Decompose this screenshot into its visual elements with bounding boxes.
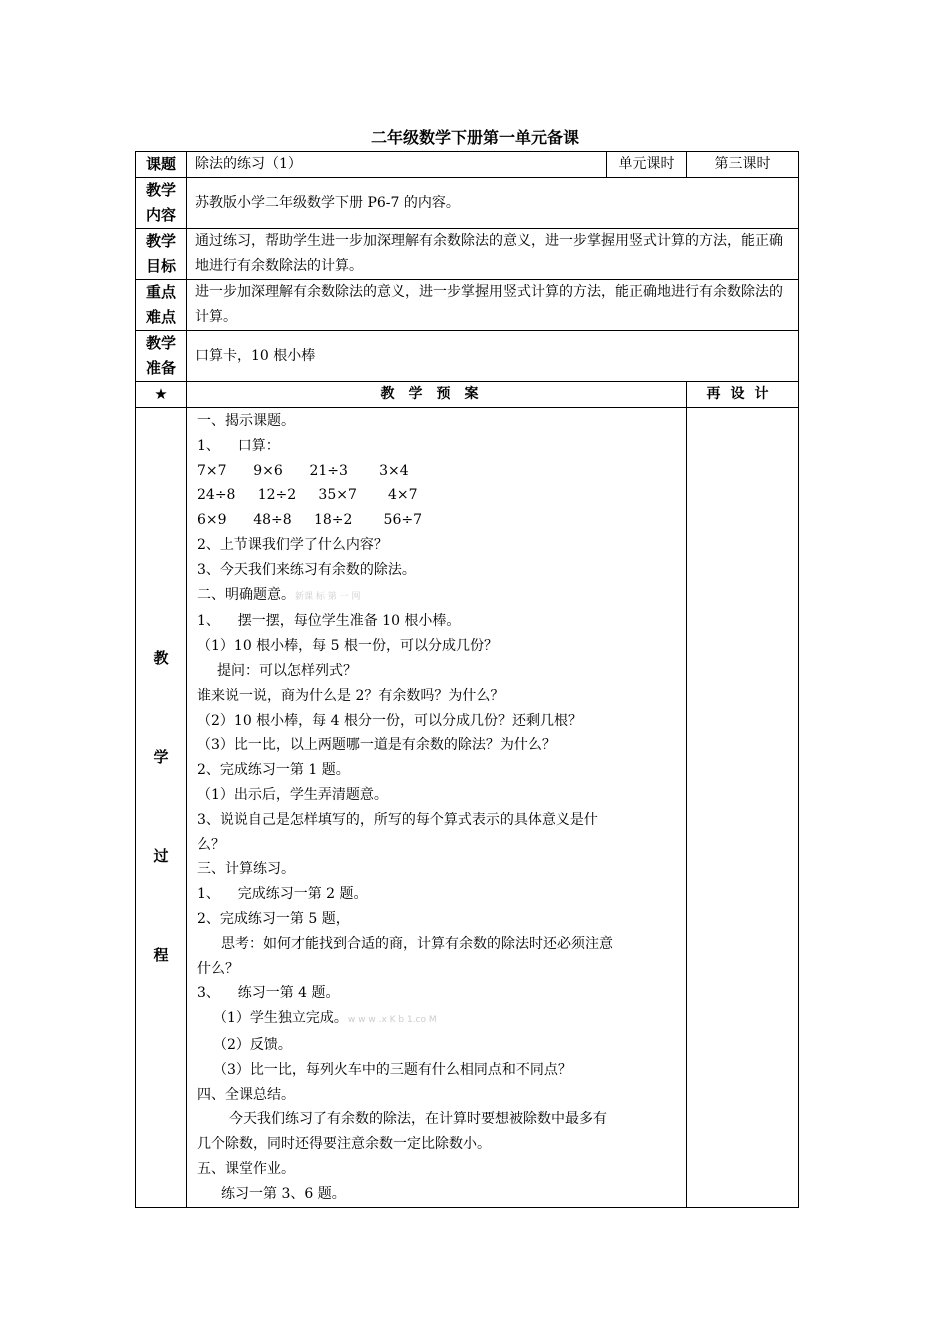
process-line: 6×9 48÷8 18÷2 56÷7 — [197, 512, 423, 529]
process-line: 2、完成练习一第 5 题， — [197, 910, 350, 927]
key-text: 进一步加深理解有余数除法的意义，进一步掌握用竖式计算的方法，能正确地进行有余数除法的计算。 — [187, 280, 799, 331]
prep-label: 教学 准备 — [136, 331, 187, 382]
process-body — [187, 408, 687, 1208]
process-line: 1、 口算： — [197, 437, 280, 454]
watermark-text: 新课 标 第 一 网 — [295, 591, 361, 602]
process-line: 么？ — [197, 836, 225, 853]
process-line: 练习一第 3、6 题。 — [221, 1185, 346, 1202]
process-line: 提问：可以怎样列式？ — [217, 662, 357, 679]
unit-label: 单元课时 — [607, 152, 687, 178]
process-line: 2、完成练习一第 1 题。 — [197, 762, 350, 779]
process-line: （2）10 根小棒，每 4 根分一份，可以分成几份？还剩几根？ — [197, 712, 582, 729]
process-line: （3）比一比，以上两题哪一道是有余数的除法？为什么？ — [197, 737, 556, 754]
process-label: 教 学 过 程 — [136, 408, 187, 1208]
topic-label: 课题 — [136, 152, 187, 178]
topic-row — [136, 152, 799, 178]
lesson-plan-table — [135, 151, 799, 1208]
process-line: 3、今天我们来练习有余数的除法。 — [197, 561, 416, 578]
section-head-row — [136, 382, 799, 408]
process-line: 四、全课总结。 — [197, 1086, 295, 1103]
process-line: 三、计算练习。 — [197, 861, 295, 878]
process-line: 3、 练习一第 4 题。 — [197, 985, 340, 1002]
page-title: 二年级数学下册第一单元备课 — [370, 128, 579, 147]
process-line: 什么？ — [197, 960, 239, 977]
plan-heading: 教学预案 — [187, 382, 687, 408]
process-line: 思考：如何才能找到合适的商，计算有余数的除法时还必须注意 — [221, 935, 613, 952]
process-line: （1）学生独立完成。w w w .x K b 1.co M — [213, 1010, 437, 1027]
process-line: 谁来说一说，商为什么是 2？有余数吗？为什么？ — [197, 687, 505, 704]
process-line: 7×7 9×6 21÷3 3×4 — [197, 462, 409, 479]
redesign-heading: 再设计 — [687, 382, 799, 408]
process-line: （3）比一比，每列火车中的三题有什么相同点和不同点？ — [213, 1061, 572, 1078]
key-row — [136, 280, 799, 331]
process-line: 今天我们练习了有余数的除法，在计算时要想被除数中最多有 — [229, 1111, 607, 1128]
process-line: 几个除数，同时还得要注意余数一定比除数小。 — [197, 1136, 491, 1153]
redesign-cell — [687, 408, 799, 1208]
process-line: 2、上节课我们学了什么内容？ — [197, 536, 388, 553]
key-label: 重点 难点 — [136, 280, 187, 331]
process-line: 1、 摆一摆，每位学生准备 10 根小棒。 — [197, 613, 461, 630]
process-line: （1）10 根小棒，每 5 根一份，可以分成几份？ — [197, 638, 498, 655]
star-icon: ★ — [136, 382, 187, 408]
prep-text: 口算卡，10 根小棒 — [187, 331, 799, 382]
content-text: 苏教版小学二年级数学下册 P6-7 的内容。 — [187, 178, 799, 229]
process-line: 24÷8 12÷2 35×7 4×7 — [197, 487, 418, 504]
watermark-text: w w w .x K b 1.co M — [347, 1015, 437, 1026]
process-line: 一、揭示课题。 — [197, 413, 295, 429]
process-line: 五、课堂作业。 — [197, 1160, 295, 1177]
goal-label: 教学 目标 — [136, 229, 187, 280]
lesson-value: 第三课时 — [687, 152, 799, 178]
process-line: 1、 完成练习一第 2 题。 — [197, 886, 368, 903]
topic-value: 除法的练习（1） — [187, 152, 607, 178]
prep-row — [136, 331, 799, 382]
process-row — [136, 408, 799, 1208]
goal-text: 通过练习，帮助学生进一步加深理解有余数除法的意义，进一步掌握用竖式计算的方法，能正确地进行有余数除法的计算。 — [187, 229, 799, 280]
process-line: （2）反馈。 — [213, 1036, 292, 1053]
content-row — [136, 178, 799, 229]
process-line: 二、明确题意。新课 标 第 一 网 — [197, 586, 361, 603]
process-line: 3、说说自己是怎样填写的，所写的每个算式表示的具体意义是什 — [197, 811, 598, 828]
content-label: 教学 内容 — [136, 178, 187, 229]
goal-row — [136, 229, 799, 280]
process-line: （1）出示后，学生弄清题意。 — [197, 786, 388, 803]
